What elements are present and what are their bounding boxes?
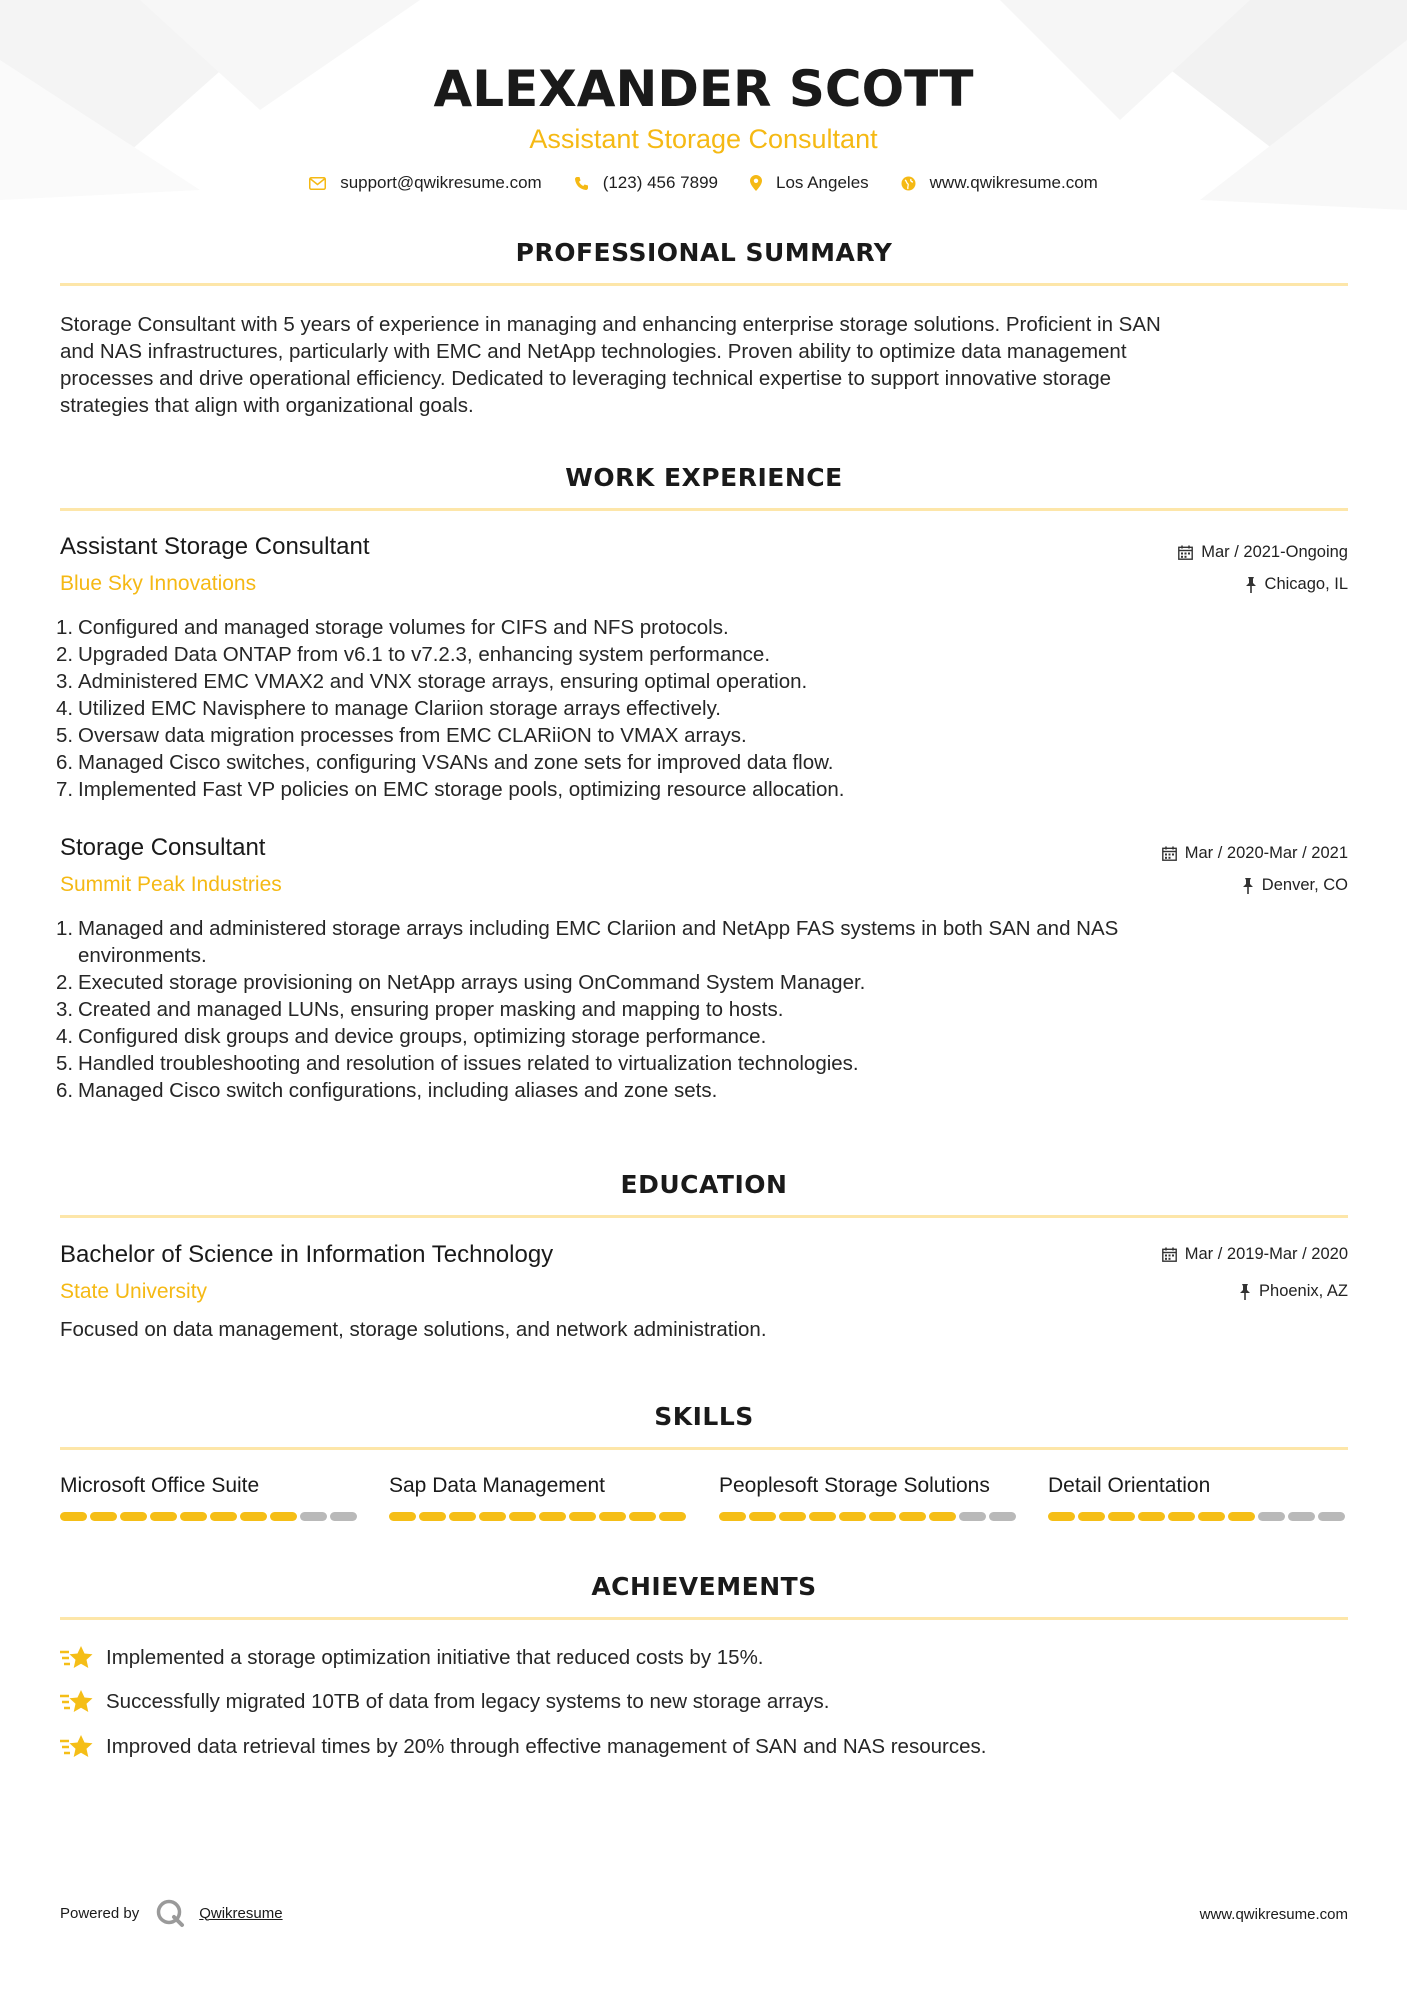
- job-title: Assistant Storage Consultant: [60, 533, 370, 560]
- skill-segment-empty: [1288, 1512, 1315, 1521]
- item-text: Administered EMC VMAX2 and VNX storage arrays, ensuring optimal operation.: [78, 670, 808, 693]
- achievements-divider: [60, 1617, 1348, 1620]
- location-text: Los Angeles: [776, 173, 869, 192]
- item-number: 3.: [56, 998, 74, 1021]
- job-title: Storage Consultant: [60, 834, 266, 861]
- item-text: Utilized EMC Navisphere to manage Clariion storage arrays effectively.: [78, 697, 721, 720]
- skill-segment-filled: [1108, 1512, 1135, 1521]
- list-item: [56, 722, 1310, 749]
- list-item: [56, 776, 1310, 803]
- skill-segment-filled: [779, 1512, 806, 1521]
- list-item: [56, 996, 1310, 1023]
- skill-segment-filled: [1168, 1512, 1195, 1521]
- skill-rating-bar: [389, 1512, 689, 1521]
- job-company: Summit Peak Industries: [60, 873, 282, 896]
- skills-heading: SKILLS: [654, 1402, 754, 1431]
- list-item: [56, 695, 1310, 722]
- candidate-name: ALEXANDER SCOTT: [433, 60, 974, 118]
- degree-title: Bachelor of Science in Information Technology: [60, 1241, 554, 1268]
- experience-divider: [60, 508, 1348, 511]
- job-location: [1245, 575, 1348, 594]
- education-location: [1239, 1282, 1348, 1301]
- skill-segment-filled: [210, 1512, 237, 1521]
- item-text: Managed and administered storage arrays including EMC Clariion and NetApp FAS systems in both SAN and NAS: [78, 917, 1119, 940]
- achievement-text: Improved data retrieval times by 20% through effective management of SAN and NAS resources.: [106, 1735, 987, 1758]
- candidate-role: Assistant Storage Consultant: [529, 124, 878, 154]
- skill-segment-filled: [120, 1512, 147, 1521]
- list-item: [56, 1023, 1310, 1050]
- qwikresume-link[interactable]: Qwikresume: [199, 1904, 283, 1922]
- item-text: Executed storage provisioning on NetApp arrays using OnCommand System Manager.: [78, 971, 866, 994]
- item-number: 3.: [56, 670, 74, 693]
- job-location-text: Chicago, IL: [1264, 575, 1348, 593]
- skill-segment-filled: [449, 1512, 476, 1521]
- list-item: [56, 668, 1310, 695]
- qwikresume-logo-icon: [155, 1898, 185, 1928]
- summary-divider: [60, 283, 1348, 286]
- skill-segment-filled: [809, 1512, 836, 1521]
- item-text-continued: environments.: [78, 944, 207, 967]
- skill-name: Detail Orientation: [1048, 1474, 1211, 1497]
- summary-text: [60, 311, 1350, 419]
- skill-segment-filled: [539, 1512, 566, 1521]
- education-dates-text: Mar / 2019-Mar / 2020: [1184, 1245, 1348, 1263]
- job-company: Blue Sky Innovations: [60, 572, 257, 595]
- item-number: 6.: [56, 751, 74, 774]
- achievement-text: Implemented a storage optimization initiative that reduced costs by 15%.: [106, 1646, 764, 1669]
- contact-location: [750, 173, 869, 193]
- skill-segment-filled: [419, 1512, 446, 1521]
- skill-segment-filled: [1228, 1512, 1255, 1521]
- school-name: State University: [60, 1280, 208, 1303]
- item-number: 7.: [56, 778, 74, 801]
- skill-segment-filled: [240, 1512, 267, 1521]
- phone-icon: [574, 176, 589, 191]
- skill-segment-filled: [839, 1512, 866, 1521]
- pushpin-icon: [1242, 878, 1254, 894]
- skill-segment-filled: [1138, 1512, 1165, 1521]
- item-number: 4.: [56, 697, 74, 720]
- summary-line: strategies that align with organizational goals.: [60, 394, 474, 417]
- summary-line: Storage Consultant with 5 years of experience in managing and enhancing enterprise storage solutions. Proficient in SAN: [60, 313, 1161, 336]
- skill-name: Sap Data Management: [389, 1474, 605, 1497]
- skill-segment-filled: [719, 1512, 746, 1521]
- resume-header: [0, 56, 1407, 156]
- list-item: [56, 915, 1310, 969]
- map-pin-icon: [750, 175, 762, 191]
- job-duties: [56, 915, 1310, 1104]
- skill-segment-filled: [90, 1512, 117, 1521]
- globe-icon: [901, 176, 916, 191]
- website-text: www.qwikresume.com: [929, 173, 1098, 192]
- job-dates: [1162, 844, 1348, 863]
- skill-segment-filled: [929, 1512, 956, 1521]
- skill-segment-empty: [989, 1512, 1016, 1521]
- skill-segment-filled: [599, 1512, 626, 1521]
- footer-powered-by: [60, 1898, 283, 1928]
- achievement-item: [60, 1688, 830, 1716]
- skill-segment-empty: [1318, 1512, 1345, 1521]
- item-text: Upgraded Data ONTAP from v6.1 to v7.2.3, enhancing system performance.: [78, 643, 771, 666]
- list-item: [56, 749, 1310, 776]
- footer-website[interactable]: www.qwikresume.com: [1199, 1906, 1348, 1923]
- education-divider: [60, 1215, 1348, 1218]
- contact-email[interactable]: [309, 173, 542, 193]
- skill-segment-filled: [150, 1512, 177, 1521]
- list-item: [56, 614, 1310, 641]
- pushpin-icon: [1245, 577, 1257, 593]
- skill-segment-filled: [899, 1512, 926, 1521]
- skill-segment-filled: [629, 1512, 656, 1521]
- skill-item: [1048, 1472, 1348, 1521]
- skill-segment-filled: [659, 1512, 686, 1521]
- powered-by-label: Powered by: [60, 1904, 140, 1922]
- skill-segment-filled: [509, 1512, 536, 1521]
- summary-heading: PROFESSIONAL SUMMARY: [515, 238, 893, 267]
- education-heading: EDUCATION: [620, 1170, 788, 1199]
- skill-segment-empty: [300, 1512, 327, 1521]
- contact-phone[interactable]: [574, 173, 718, 193]
- education-description: Focused on data management, storage solutions, and network administration.: [60, 1318, 767, 1341]
- item-text: Handled troubleshooting and resolution of issues related to virtualization technologies.: [78, 1052, 859, 1075]
- contact-bar: [0, 173, 1407, 193]
- calendar-icon: [1178, 545, 1193, 560]
- item-text: Managed Cisco switches, configuring VSANs and zone sets for improved data flow.: [78, 751, 834, 774]
- education-location-text: Phoenix, AZ: [1259, 1282, 1348, 1300]
- email-text: support@qwikresume.com: [340, 173, 542, 192]
- skill-segment-filled: [479, 1512, 506, 1521]
- job-dates-text: Mar / 2021-Ongoing: [1201, 543, 1348, 561]
- skill-segment-filled: [1198, 1512, 1225, 1521]
- list-item: [56, 641, 1310, 668]
- achievement-item: [60, 1644, 764, 1672]
- skill-segment-filled: [1048, 1512, 1075, 1521]
- item-text: Managed Cisco switch configurations, including aliases and zone sets.: [78, 1079, 718, 1102]
- job-location-text: Denver, CO: [1261, 876, 1348, 894]
- summary-line: processes and drive operational efficiency. Dedicated to leveraging technical expertise to support innovative storage: [60, 367, 1112, 390]
- calendar-icon: [1162, 846, 1177, 861]
- skill-segment-filled: [1078, 1512, 1105, 1521]
- skill-segment-filled: [60, 1512, 87, 1521]
- skill-segment-filled: [389, 1512, 416, 1521]
- skill-segment-filled: [749, 1512, 776, 1521]
- list-item: [56, 969, 1310, 996]
- skill-segment-filled: [869, 1512, 896, 1521]
- skill-rating-bar: [1048, 1512, 1348, 1521]
- skills-divider: [60, 1447, 1348, 1450]
- star-icon: [60, 1733, 94, 1761]
- item-number: 2.: [56, 643, 74, 666]
- skill-name: Microsoft Office Suite: [60, 1474, 260, 1497]
- experience-heading: WORK EXPERIENCE: [565, 463, 843, 492]
- skill-rating-bar: [719, 1512, 1019, 1521]
- list-item: [56, 1050, 1310, 1077]
- item-number: 4.: [56, 1025, 74, 1048]
- phone-text: (123) 456 7899: [602, 173, 719, 192]
- item-number: 5.: [56, 1052, 74, 1075]
- item-text: Implemented Fast VP policies on EMC storage pools, optimizing resource allocation.: [78, 778, 845, 801]
- item-text: Oversaw data migration processes from EMC CLARiiON to VMAX arrays.: [78, 724, 747, 747]
- calendar-icon: [1162, 1247, 1177, 1262]
- skill-segment-filled: [180, 1512, 207, 1521]
- achievement-item: [60, 1733, 986, 1761]
- item-number: 1.: [56, 616, 74, 639]
- education-dates: [1162, 1245, 1348, 1264]
- item-text: Created and managed LUNs, ensuring proper masking and mapping to hosts.: [78, 998, 784, 1021]
- skill-segment-empty: [330, 1512, 357, 1521]
- contact-website[interactable]: [901, 173, 1098, 193]
- star-icon: [60, 1688, 94, 1716]
- skill-rating-bar: [60, 1512, 360, 1521]
- achievements-heading: ACHIEVEMENTS: [591, 1572, 817, 1601]
- skill-segment-empty: [959, 1512, 986, 1521]
- skill-segment-filled: [270, 1512, 297, 1521]
- skill-item: [719, 1472, 1019, 1521]
- skill-item: [60, 1472, 360, 1521]
- star-icon: [60, 1644, 94, 1672]
- item-text: Configured and managed storage volumes for CIFS and NFS protocols.: [78, 616, 729, 639]
- list-item: [56, 1077, 1310, 1104]
- achievement-text: Successfully migrated 10TB of data from legacy systems to new storage arrays.: [106, 1690, 830, 1713]
- skill-item: [389, 1472, 689, 1521]
- item-text: Configured disk groups and device groups, optimizing storage performance.: [78, 1025, 767, 1048]
- skill-segment-filled: [569, 1512, 596, 1521]
- job-duties: [56, 614, 1310, 803]
- summary-line: and NAS infrastructures, particularly with EMC and NetApp technologies. Proven ability to optimize data management: [60, 340, 1127, 363]
- item-number: 6.: [56, 1079, 74, 1102]
- job-dates-text: Mar / 2020-Mar / 2021: [1184, 844, 1348, 862]
- item-number: 5.: [56, 724, 74, 747]
- pushpin-icon: [1239, 1284, 1251, 1300]
- job-location: [1242, 876, 1348, 895]
- skill-segment-empty: [1258, 1512, 1285, 1521]
- item-number: 2.: [56, 971, 74, 994]
- job-dates: [1178, 543, 1348, 562]
- item-number: 1.: [56, 917, 74, 940]
- envelope-icon: [309, 177, 326, 190]
- skill-name: Peoplesoft Storage Solutions: [719, 1474, 990, 1497]
